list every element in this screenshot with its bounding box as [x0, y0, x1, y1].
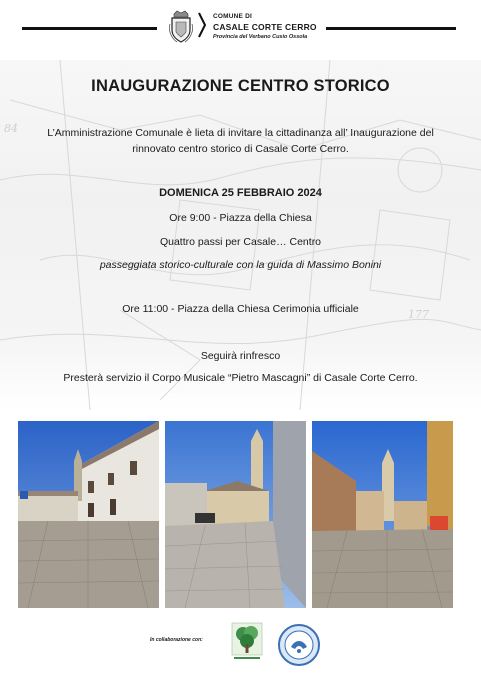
- program-line-1: Ore 9:00 - Piazza della Chiesa: [169, 212, 312, 224]
- svg-text:84: 84: [4, 122, 18, 135]
- street-photo-3: [312, 421, 453, 608]
- provincia-label: Provincia del Verbano Cusio Ossola: [213, 34, 308, 40]
- street-photo-2: [165, 421, 306, 608]
- comune-name: CASALE CORTE CERRO: [213, 22, 317, 32]
- chevron-right-icon: [198, 12, 206, 38]
- street-photo-1: [18, 421, 159, 608]
- program-line-2: Quattro passi per Casale… Centro: [159, 236, 322, 248]
- coat-of-arms-icon: [167, 10, 195, 44]
- collaboration-label: In collaborazione con:: [150, 637, 203, 643]
- comune-label: COMUNE DI: [213, 13, 252, 20]
- program-line-5: Seguirà rinfresco: [200, 350, 281, 362]
- svg-text:177: 177: [408, 308, 429, 321]
- invite-text: L’Amministrazione Comunale è lieta di invitare la cittadinanza all’ Inaugurazione del rinnovato centro storico di Casale Corte Cerro.: [47, 127, 434, 155]
- program-line-4: Ore 11:00 - Piazza della Chiesa Cerimonia ufficiale: [122, 303, 359, 315]
- header-rule-right: [326, 27, 456, 30]
- header: [0, 0, 481, 52]
- event-date: DOMENICA 25 FEBBRAIO 2024: [159, 187, 322, 199]
- header-rule-left: [22, 27, 157, 30]
- program-line-6: Presterà servizio il Corpo Musicale “Pietro Mascagni” di Casale Corte Cerro.: [63, 372, 418, 384]
- tree-logo-icon: [231, 622, 263, 662]
- band-emblem-icon: [277, 623, 321, 667]
- program-line-3: passeggiata storico-culturale con la guida di Massimo Bonini: [99, 259, 382, 271]
- page-title: INAUGURAZIONE CENTRO STORICO: [91, 77, 390, 95]
